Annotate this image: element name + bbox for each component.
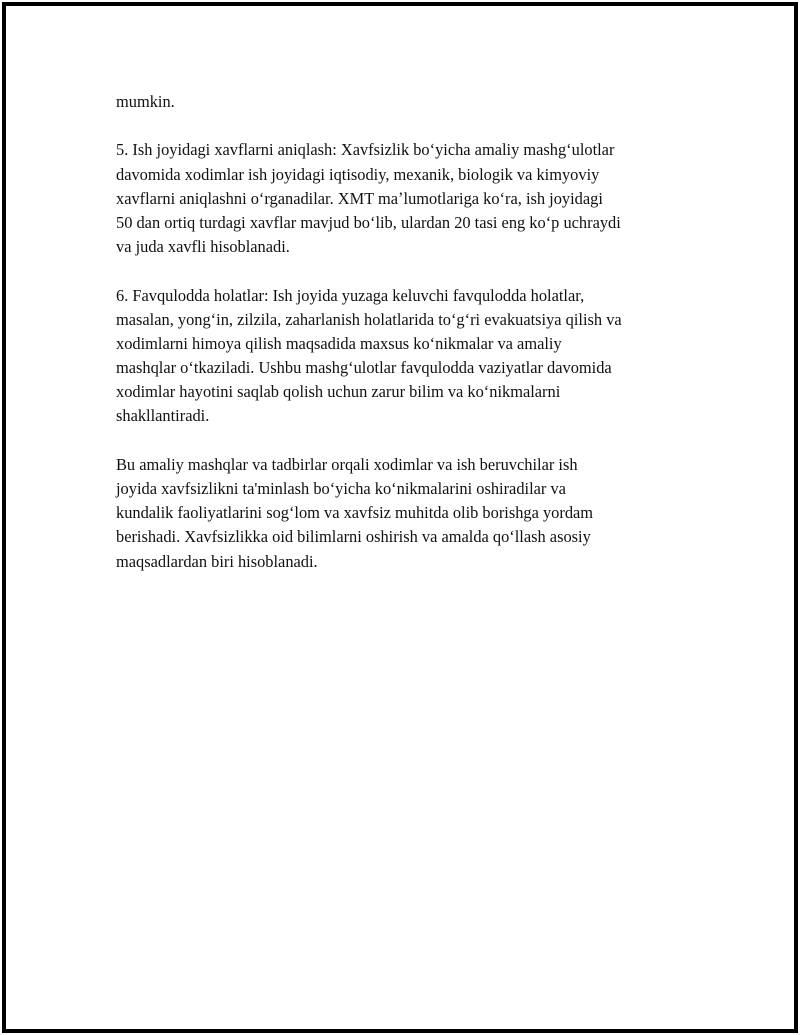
text-line: Bu amaliy mashqlar va tadbirlar orqali xodimlar va ish beruvchilar ish — [116, 454, 578, 474]
paragraph-emergencies — [116, 284, 696, 429]
text-line: kundalik faoliyatlarini sogʻlom va xavfsiz muhitda olib borishga yordam — [116, 503, 594, 523]
text-line: xavflarni aniqlashni oʻrganadilar. XMT maʼlumotlariga koʻra, ish joyidagi — [116, 188, 603, 208]
text-line: xodimlarni himoya qilish maqsadida maxsus koʻnikmalar va amaliy — [116, 333, 562, 353]
paragraph-workplace-hazards — [116, 138, 696, 259]
document-body — [116, 90, 696, 574]
paragraph-spacer — [116, 259, 696, 283]
text-line: va juda xavfli hisoblanadi. — [116, 237, 290, 257]
paragraph-conclusion — [116, 453, 696, 574]
text-line: masalan, yongʻin, zilzila, zaharlanish holatlarida toʻgʻri evakuatsiya qilish va — [116, 309, 622, 329]
text-line: xodimlar hayotini saqlab qolish uchun zarur bilim va koʻnikmalarni — [116, 382, 561, 402]
text-line: mashqlar oʻtkaziladi. Ushbu mashgʻulotlar favqulodda vaziyatlar davomida — [116, 358, 612, 378]
text-line: maqsadlardan biri hisoblanadi. — [116, 551, 318, 571]
text-line: joyida xavfsizlikni ta'minlash boʻyicha koʻnikmalarini oshiradilar va — [116, 479, 566, 498]
text-line: davomida xodimlar ish joyidagi iqtisodiy, mexanik, biologik va kimyoviy — [116, 164, 600, 184]
paragraph-spacer — [116, 114, 696, 138]
text-line: 5. Ish joyidagi xavflarni aniqlash: Xavfsizlik boʻyicha amaliy mashgʻulotlar — [116, 140, 615, 160]
text-line: shakllantiradi. — [116, 406, 210, 426]
text-line: mumkin. — [116, 92, 175, 111]
paragraph-spacer — [116, 429, 696, 453]
paragraph-continuation — [116, 90, 696, 114]
text-line: 6. Favqulodda holatlar: Ish joyida yuzaga keluvchi favqulodda holatlar, — [116, 285, 585, 305]
text-line: berishadi. Xavfsizlikka oid bilimlarni oshirish va amalda qoʻllash asosiy — [116, 527, 591, 547]
text-line: 50 dan ortiq turdagi xavflar mavjud boʻlib, ulardan 20 tasi eng koʻp uchraydi — [116, 212, 621, 232]
